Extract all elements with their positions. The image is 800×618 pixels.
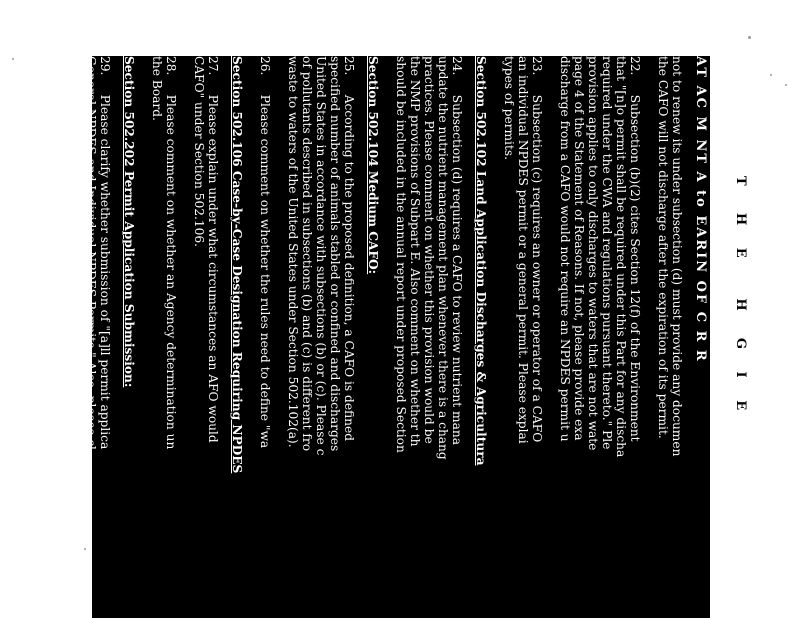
paragraph: 24. Subsection (d) requires a CAFO to review nutrient mana update the nutrient management plan whenever there is a chang practices. Please comment on whether this provision would be the NMP provisions of Subpart E. Also comment on whether th should be included in the annual report under proposed Section: [394, 56, 464, 460]
paragraph: 27. Please explain under what circumstances an AFO would CAFO" under Section 502.106.: [192, 56, 220, 443]
page-header-text: AT AC M NT A to EARIN OF C R R: [693, 56, 708, 363]
side-letters: [722, 176, 752, 610]
scanned-page: [70, 56, 710, 618]
scan-speck: [770, 74, 772, 76]
rotated-page-content: [70, 56, 710, 618]
paragraph: 23. Subsection (c) requires an owner or operator of a CAFO an individual NPDES permit or a general permit. Please explai types of permits.: [502, 56, 544, 444]
scan-speck: [748, 36, 751, 39]
page-number: 5: [696, 481, 711, 489]
scan-speck: [12, 58, 14, 60]
section-heading: Section 502.106 Case-by-Case Designation Requiring NPDES: [230, 56, 244, 474]
paragraph: 28. Please comment on whether an Agency determination un the Board.: [150, 56, 178, 450]
document-body: [56, 56, 684, 618]
scan-speck: [785, 84, 787, 86]
paragraph: 22. Subsection (b)(2) cites Section 12(f) of the Environment that "[n]o permit shall be required under this Part for any discha required under the CWA and regulations pursuant thereto." Ple provision applies to only discharges to waters that are not wate page 4 of the Statement of Reasons. If not, please provide exa discharge from a CAFO would not require an NPDES permit u: [558, 56, 642, 458]
paragraph: 29. Please clarify whether submission of "[a]ll permit applica General NPDES and Individual NPDES Permits." Also, please cl designate the address for submission of the permit application.: [70, 56, 112, 450]
page-header: [690, 56, 710, 618]
paragraph: 26. Please comment on whether the rules need to define "wa: [258, 56, 272, 449]
paragraph: not to renew its under subsection (d) must provide any documen the CAFO will not discharge after the expiration of its permit.: [656, 56, 684, 457]
side-letters-text: T H E H G I E: [733, 176, 748, 411]
section-heading: Section 502.104 Medium CAFO:: [366, 56, 380, 275]
section-heading: Section 502.202 Permit Application Submission:: [122, 56, 136, 388]
section-heading: Section 502.102 Land Application Discharges & Agricultura: [474, 56, 488, 466]
paragraph-list: [70, 56, 684, 618]
paragraph: 25. According to the proposed definition, a CAFO is defined specified number of animals stabled or confined and discharges United States in accordance with subsections (b) or (c). Please c of pollutants described in subsections (b) and (c) is different fro waste to waters of the United States under Section 502.102(a).: [286, 56, 356, 456]
